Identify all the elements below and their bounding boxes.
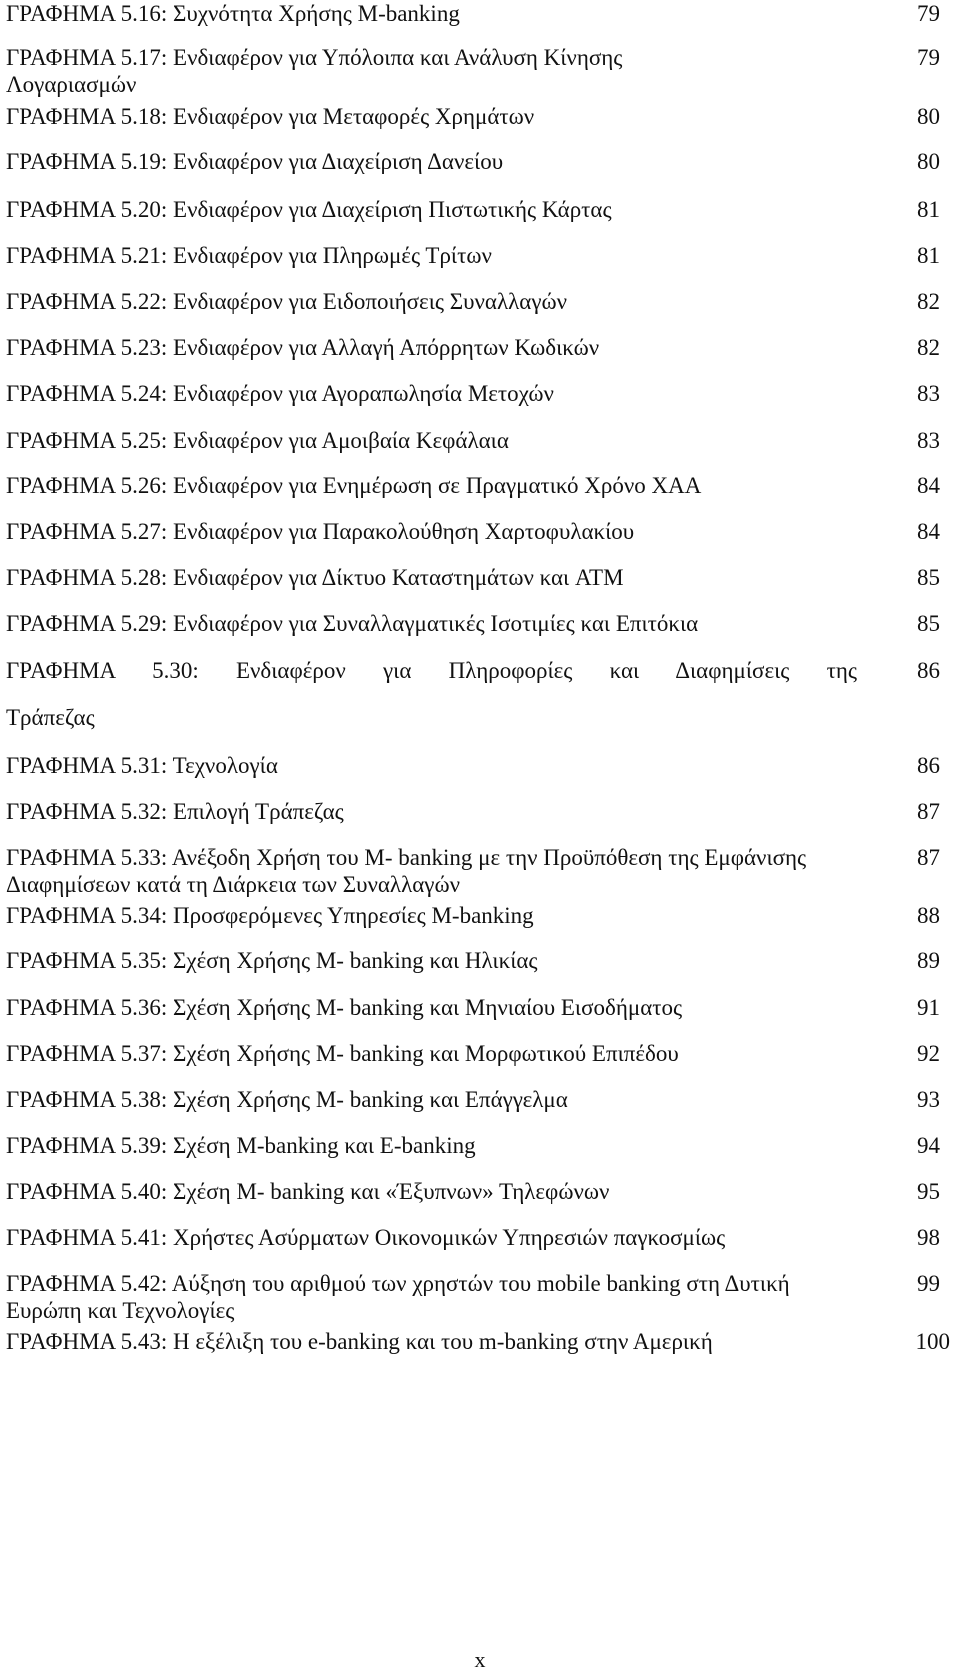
toc-entry-title: ΓΡΑΦΗΜΑ 5.22: Ενδιαφέρον για Ειδοποιήσεις Συναλλαγών <box>6 289 568 314</box>
toc-entry-page: 80 <box>917 104 940 129</box>
toc-entry-page: 86 <box>917 658 940 683</box>
toc-entry-title: ΓΡΑΦΗΜΑ 5.27: Ενδιαφέρον για Παρακολούθηση Χαρτοφυλακίου <box>6 519 635 544</box>
toc-entry-title: ΓΡΑΦΗΜΑ 5.38: Σχέση Χρήσης M- banking και Επάγγελμα <box>6 1087 568 1112</box>
toc-entry-page: 91 <box>917 995 940 1020</box>
toc-entry-title: ΓΡΑΦΗΜΑ 5.37: Σχέση Χρήσης M- banking και Μορφωτικού Επιπέδου <box>6 1041 679 1066</box>
toc-entry-page: 83 <box>917 428 940 453</box>
toc-entry-title: ΓΡΑΦΗΜΑ 5.19: Ενδιαφέρον για Διαχείριση Δανείου <box>6 149 504 174</box>
toc-entry-page: 83 <box>917 381 940 406</box>
toc-entry-page: 93 <box>917 1087 940 1112</box>
toc-entry-page: 80 <box>917 149 940 174</box>
toc-entry-page: 89 <box>917 948 940 973</box>
toc-entry-page: 79 <box>917 45 940 70</box>
toc-entry-title: ΓΡΑΦΗΜΑ 5.20: Ενδιαφέρον για Διαχείριση Πιστωτικής Κάρτας <box>6 197 612 222</box>
toc-entry-page: 87 <box>917 845 940 870</box>
toc-entry-page: 81 <box>917 197 940 222</box>
toc-entry-page: 79 <box>917 1 940 26</box>
toc-entry-title: ΓΡΑΦΗΜΑ 5.17: Ενδιαφέρον για Υπόλοιπα και Ανάλυση Κίνησης Λογαριασμών <box>6 45 623 97</box>
page-number: x <box>474 1647 486 1672</box>
toc-entry-title: ΓΡΑΦΗΜΑ 5.32: Επιλογή Τράπεζας <box>6 799 344 824</box>
toc-entry-page: 86 <box>917 753 940 778</box>
toc-entry-title: ΓΡΑΦΗΜΑ 5.25: Ενδιαφέρον για Αμοιβαία Κεφάλαια <box>6 428 509 453</box>
toc-entry-title: ΓΡΑΦΗΜΑ 5.30: Ενδιαφέρον για Πληροφορίες και Διαφημίσεις της <box>6 658 857 683</box>
toc-entry-title-continuation: Τράπεζας <box>6 705 95 730</box>
toc-entry-title: ΓΡΑΦΗΜΑ 5.31: Τεχνολογία <box>6 753 278 778</box>
toc-entry-title: ΓΡΑΦΗΜΑ 5.35: Σχέση Χρήσης M- banking και Ηλικίας <box>6 948 538 973</box>
toc-entry-page: 99 <box>917 1271 940 1296</box>
toc-entry-title: ΓΡΑΦΗΜΑ 5.16: Συχνότητα Χρήσης M-banking <box>6 1 460 26</box>
toc-entry-page: 98 <box>917 1225 940 1250</box>
toc-entry-title: ΓΡΑΦΗΜΑ 5.23: Ενδιαφέρον για Αλλαγή Απόρρητων Κωδικών <box>6 335 600 360</box>
toc-entry-page: 81 <box>917 243 940 268</box>
toc-entry-title: ΓΡΑΦΗΜΑ 5.18: Ενδιαφέρον για Μεταφορές Χρημάτων <box>6 104 535 129</box>
toc-entry-title: ΓΡΑΦΗΜΑ 5.36: Σχέση Χρήσης M- banking και Μηνιαίου Εισοδήματος <box>6 995 683 1020</box>
toc-entry-title: ΓΡΑΦΗΜΑ 5.39: Σχέση M-banking και E-banking <box>6 1133 476 1158</box>
toc-entry-title: ΓΡΑΦΗΜΑ 5.28: Ενδιαφέρον για Δίκτυο Καταστημάτων και ATM <box>6 565 624 590</box>
toc-entry-page: 85 <box>917 565 940 590</box>
toc-entry-page: 100 <box>915 1329 950 1354</box>
toc-entry-page: 84 <box>917 473 940 498</box>
toc-entry-title: ΓΡΑΦΗΜΑ 5.24: Ενδιαφέρον για Αγοραπωλησία Μετοχών <box>6 381 554 406</box>
toc-entry-title: ΓΡΑΦΗΜΑ 5.21: Ενδιαφέρον για Πληρωμές Τρίτων <box>6 243 492 268</box>
toc-entry-page: 82 <box>917 289 940 314</box>
toc-entry-title: ΓΡΑΦΗΜΑ 5.29: Ενδιαφέρον για Συναλλαγματικές Ισοτιμίες και Επιτόκια <box>6 611 699 636</box>
toc-entry-title: ΓΡΑΦΗΜΑ 5.43: Η εξέλιξη του e-banking και του m-banking στην Αμερική <box>6 1329 713 1354</box>
toc-entry-title: ΓΡΑΦΗΜΑ 5.34: Προσφερόμενες Υπηρεσίες M-banking <box>6 903 534 928</box>
toc-entry-page: 95 <box>917 1179 940 1204</box>
toc-entry-title: ΓΡΑΦΗΜΑ 5.26: Ενδιαφέρον για Ενημέρωση σε Πραγματικό Χρόνο ΧΑΑ <box>6 473 702 498</box>
toc-entry-page: 94 <box>917 1133 940 1158</box>
toc-entry-title: ΓΡΑΦΗΜΑ 5.42: Αύξηση του αριθμού των χρηστών του mobile banking στη Δυτική Ευρώπη και Τεχνολογίες <box>6 1271 790 1323</box>
toc-entry-page: 87 <box>917 799 940 824</box>
toc-entry-page: 84 <box>917 519 940 544</box>
toc-entry-title: ΓΡΑΦΗΜΑ 5.33: Ανέξοδη Χρήση του M- banking με την Προϋπόθεση της Εμφάνισης Διαφημίσεων κατά τη Διάρκεια των Συναλλαγών <box>6 845 807 897</box>
toc-entry-page: 92 <box>917 1041 940 1066</box>
toc-entry-page: 88 <box>917 903 940 928</box>
toc-entry-page: 82 <box>917 335 940 360</box>
toc-entry-title: ΓΡΑΦΗΜΑ 5.40: Σχέση M- banking και «Έξυπνων» Τηλεφώνων <box>6 1179 610 1204</box>
toc-entry-title: ΓΡΑΦΗΜΑ 5.41: Χρήστες Ασύρματων Οικονομικών Υπηρεσιών παγκοσμίως <box>6 1225 726 1250</box>
toc-entry-page: 85 <box>917 611 940 636</box>
